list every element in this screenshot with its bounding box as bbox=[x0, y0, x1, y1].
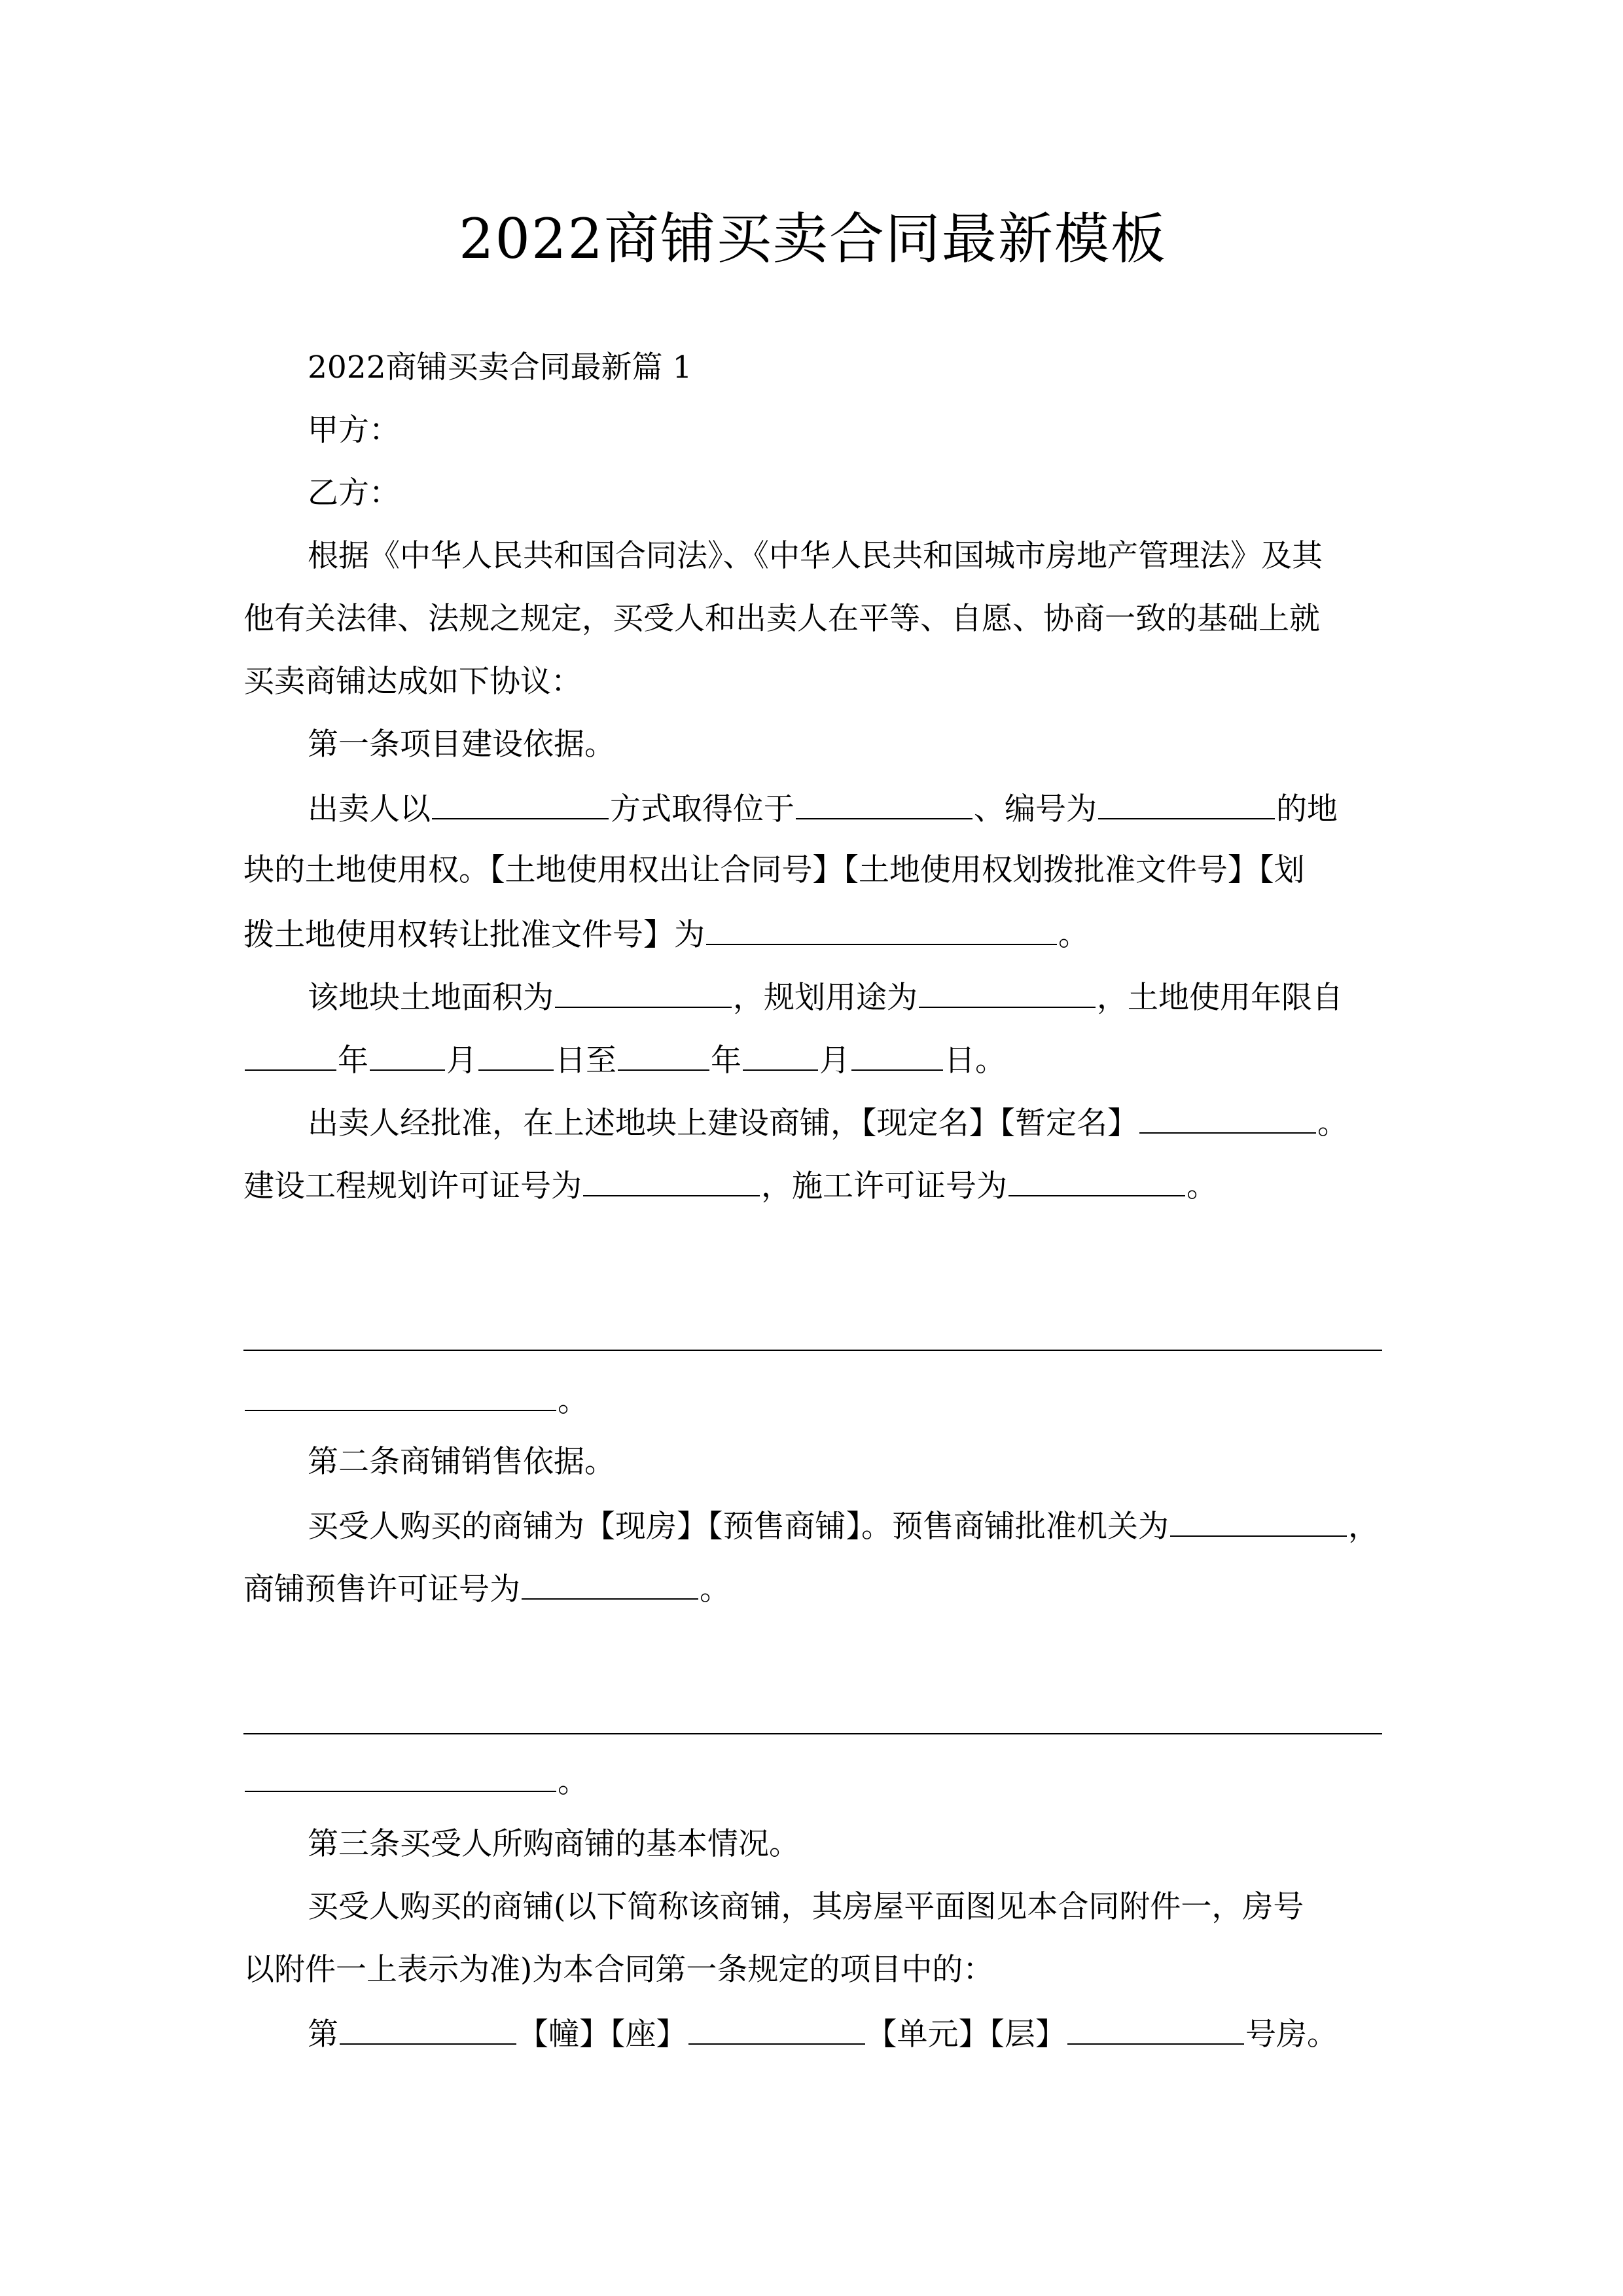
fill-line-full[interactable] bbox=[243, 1350, 1382, 1351]
fill-blank-room[interactable] bbox=[1067, 2013, 1244, 2045]
article-2-tail bbox=[243, 1761, 588, 1802]
text: 该地块土地面积为 bbox=[308, 980, 554, 1016]
text: 。 bbox=[700, 1571, 730, 1607]
article-1-p1-line-3 bbox=[243, 914, 1089, 955]
article-1-tail bbox=[243, 1380, 588, 1421]
text: 号房。 bbox=[1245, 2017, 1338, 2053]
text: ，施工许可证号为 bbox=[761, 1168, 1007, 1204]
article-1-p2-line-1 bbox=[308, 977, 1343, 1018]
article-2-p1-line-1 bbox=[308, 1505, 1379, 1547]
fill-blank-unit[interactable] bbox=[688, 2013, 865, 2045]
fill-line-full[interactable] bbox=[243, 1733, 1382, 1734]
article-3-p1-line-1: 买受人购买的商铺(以下简称该商铺，其房屋平面图见本合同附件一，房号 bbox=[308, 1889, 1304, 1925]
fill-blank-planning-permit[interactable] bbox=[583, 1165, 760, 1196]
text: 买受人购买的商铺为【现房】【预售商铺】。预售商铺批准机关为 bbox=[308, 1509, 1169, 1545]
fill-blank-construction-permit[interactable] bbox=[1008, 1165, 1185, 1196]
fill-blank-project-name[interactable] bbox=[1139, 1102, 1316, 1134]
article-3-p1-line-2: 以附件一上表示为准)为本合同第一条规定的项目中的： bbox=[243, 1952, 994, 1988]
text: 、编号为 bbox=[974, 791, 1097, 827]
article-1-p3-line-2 bbox=[243, 1165, 1217, 1206]
fill-blank-end-month[interactable] bbox=[743, 1039, 818, 1071]
article-1-p1-line-1 bbox=[308, 788, 1338, 829]
text: 日。 bbox=[944, 1043, 1006, 1079]
document-title: 2022商铺买卖合同最新模板 bbox=[459, 207, 1167, 271]
party-a-label: 甲方： bbox=[308, 412, 400, 448]
text: 日至 bbox=[555, 1043, 616, 1079]
fill-blank-building[interactable] bbox=[340, 2013, 516, 2045]
party-b-label: 乙方： bbox=[308, 475, 400, 511]
fill-blank-planned-use[interactable] bbox=[919, 977, 1096, 1008]
article-1-p1-line-2: 块的土地使用权。【土地使用权出让合同号】【土地使用权划拨批准文件号】【划 bbox=[243, 852, 1305, 888]
text: 。 bbox=[558, 1383, 588, 1419]
fill-blank-start-year[interactable] bbox=[245, 1039, 336, 1071]
article-3-heading: 第三条买受人所购商铺的基本情况。 bbox=[308, 1826, 800, 1862]
article-2-p1-line-2 bbox=[243, 1568, 730, 1609]
fill-blank-document-number[interactable] bbox=[706, 914, 1057, 945]
fill-blank-start-month[interactable] bbox=[370, 1039, 445, 1071]
intro-line-2: 他有关法律、法规之规定，买受人和出卖人在平等、自愿、协商一致的基础上就 bbox=[243, 601, 1320, 637]
intro-line-3: 买卖商铺达成如下协议： bbox=[243, 664, 582, 700]
article-1-p3-line-1 bbox=[308, 1102, 1348, 1143]
text: 年 bbox=[338, 1043, 368, 1079]
fill-blank-end-day[interactable] bbox=[851, 1039, 943, 1071]
article-2-heading: 第二条商铺销售依据。 bbox=[308, 1444, 615, 1480]
fill-blank-extra[interactable] bbox=[245, 1761, 556, 1792]
text: 的地 bbox=[1276, 791, 1338, 827]
fill-blank-start-day[interactable] bbox=[478, 1039, 554, 1071]
fill-blank-parcel-number[interactable] bbox=[1098, 788, 1275, 819]
text: 拨土地使用权转让批准文件号】为 bbox=[243, 917, 705, 953]
fill-blank-extra[interactable] bbox=[245, 1380, 556, 1411]
text: ，土地使用年限自 bbox=[1097, 980, 1343, 1016]
text: 月 bbox=[819, 1043, 850, 1079]
text: 出卖人经批准，在上述地块上建设商铺，【现定名】【暂定名】 bbox=[308, 1105, 1138, 1141]
text: 。 bbox=[558, 1764, 588, 1800]
text: 【单元】【层】 bbox=[866, 2017, 1066, 2053]
text: 第 bbox=[308, 2017, 338, 2053]
text: ， bbox=[1348, 1509, 1379, 1545]
fill-blank-approval-authority[interactable] bbox=[1170, 1505, 1347, 1537]
article-3-p2-line-1 bbox=[308, 2013, 1338, 2054]
text: 年 bbox=[711, 1043, 741, 1079]
text: 商铺预售许可证号为 bbox=[243, 1571, 520, 1607]
text: 。 bbox=[1186, 1168, 1217, 1204]
text: 建设工程规划许可证号为 bbox=[243, 1168, 582, 1204]
text: 方式取得位于 bbox=[610, 791, 794, 827]
fill-blank-location[interactable] bbox=[796, 788, 972, 819]
fill-blank-land-area[interactable] bbox=[555, 977, 732, 1008]
intro-line-1: 根据《中华人民共和国合同法》、《中华人民共和国城市房地产管理法》及其 bbox=[308, 538, 1323, 574]
text: 。 bbox=[1058, 917, 1089, 953]
fill-blank-end-year[interactable] bbox=[618, 1039, 709, 1071]
fill-blank-acquisition-method[interactable] bbox=[432, 788, 609, 819]
section-subtitle: 2022商铺买卖合同最新篇 1 bbox=[308, 350, 692, 386]
text: ，规划用途为 bbox=[733, 980, 918, 1016]
text: 【幢】【座】 bbox=[518, 2017, 687, 2053]
text: 月 bbox=[446, 1043, 477, 1079]
text: 。 bbox=[1317, 1105, 1348, 1141]
text: 出卖人以 bbox=[308, 791, 431, 827]
article-1-p2-line-2 bbox=[243, 1039, 1006, 1081]
fill-blank-presale-permit[interactable] bbox=[522, 1568, 698, 1600]
article-1-heading: 第一条项目建设依据。 bbox=[308, 726, 615, 762]
